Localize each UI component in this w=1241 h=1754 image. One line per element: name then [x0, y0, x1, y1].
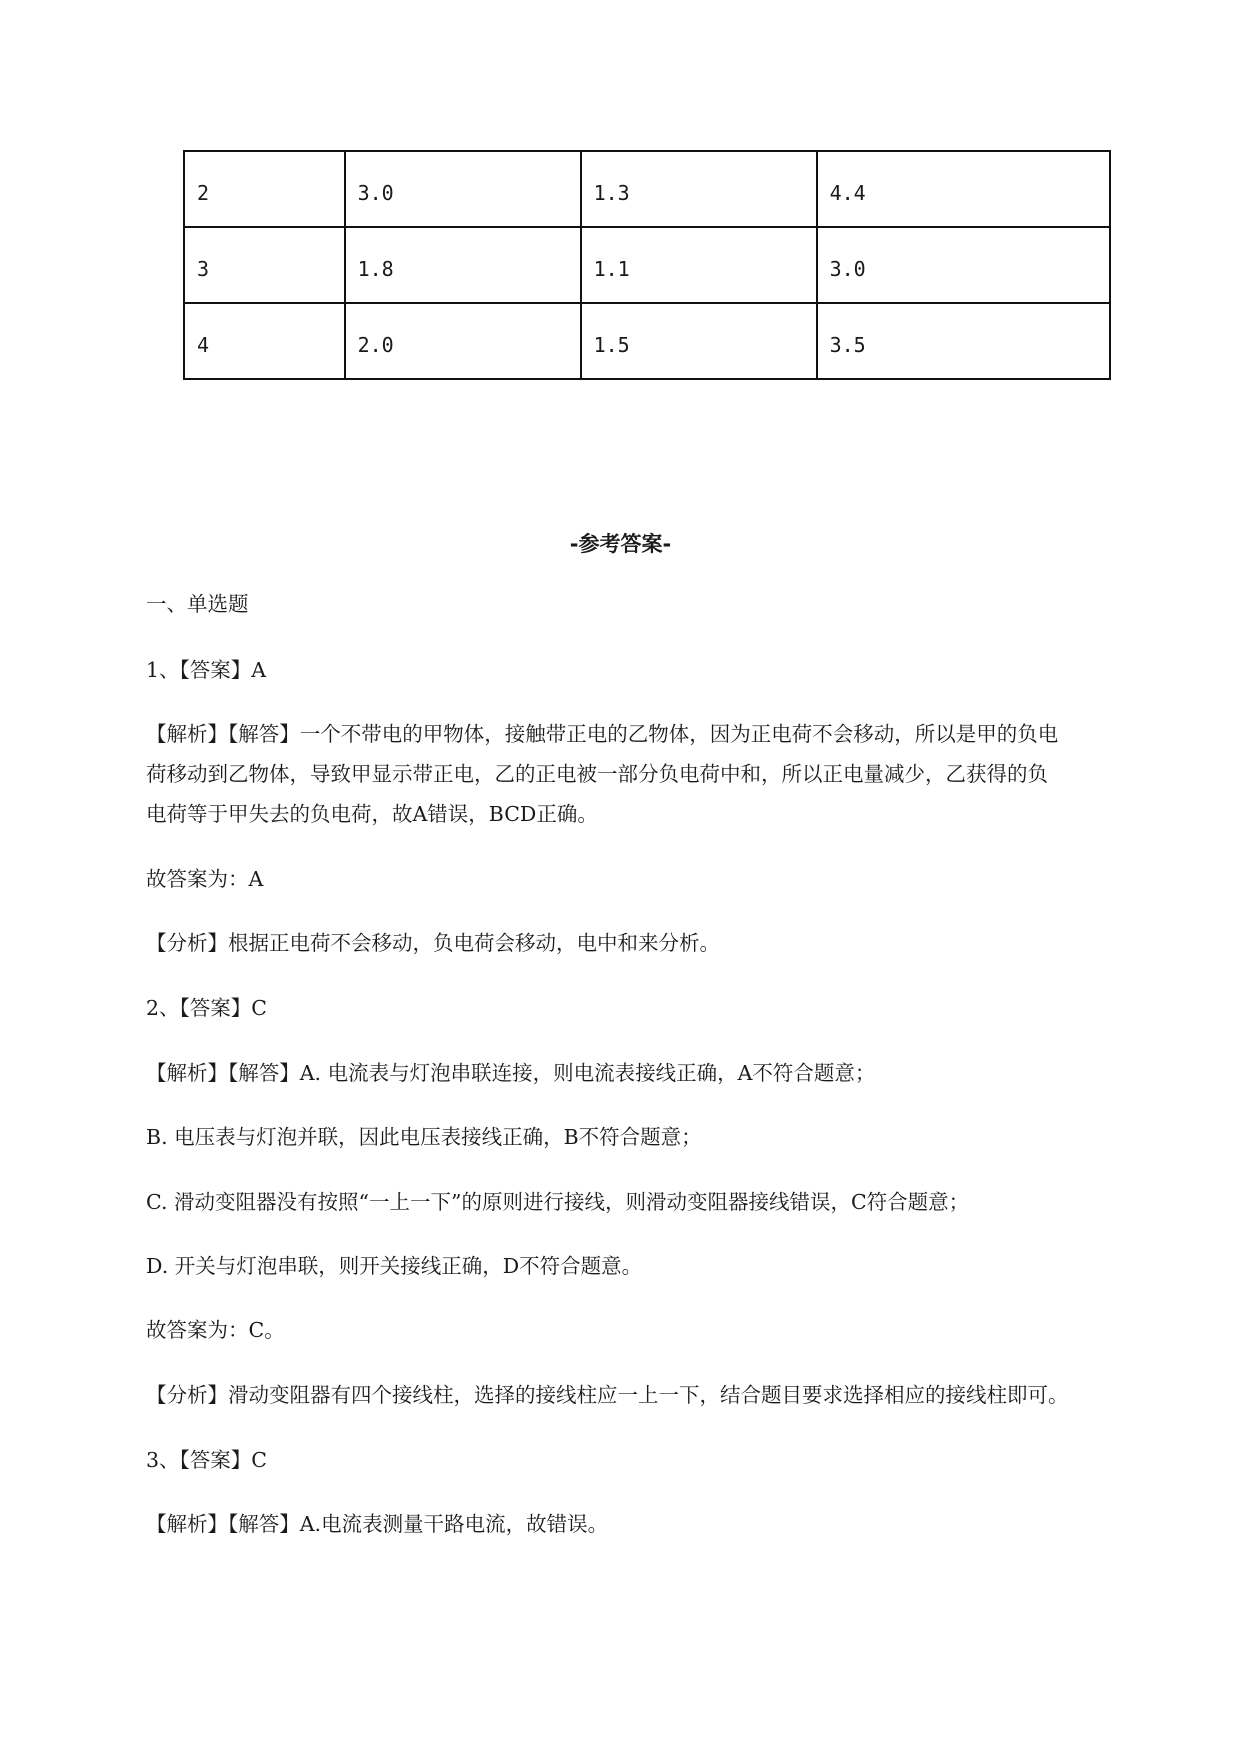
data-table — [183, 150, 1111, 380]
q2-note: 【分析】滑动变阻器有四个接线柱，选择的接线柱应一上一下，结合题目要求选择相应的接线柱即可。 — [146, 1383, 1069, 1407]
table-row — [184, 227, 1110, 303]
table-cell: 1.8 — [345, 227, 581, 303]
q1-analysis-line-2: 荷移动到乙物体，导致甲显示带正电，乙的正电被一部分负电荷中和，所以正电量减少，乙获得的负 — [146, 762, 1048, 786]
table-cell: 1.3 — [581, 151, 817, 227]
table-cell: 3.0 — [345, 151, 581, 227]
q3-analysis: 【解析】【解答】A.电流表测量干路电流，故错误。 — [146, 1512, 609, 1536]
section-title: -参考答案- — [569, 532, 672, 556]
q1-conclusion: 故答案为：A — [146, 867, 264, 891]
table-row — [184, 151, 1110, 227]
q1-note: 【分析】根据正电荷不会移动，负电荷会移动，电中和来分析。 — [146, 931, 720, 955]
q1-answer: 1、【答案】A — [146, 658, 267, 682]
section-heading: 一、单选题 — [146, 592, 249, 616]
table-cell: 2.0 — [345, 303, 581, 379]
q1-analysis-line-3: 电荷等于甲失去的负电荷，故A错误，BCD正确。 — [146, 802, 598, 826]
q2-analysis-c: C. 滑动变阻器没有按照“一上一下”的原则进行接线，则滑动变阻器接线错误，C符合题意； — [146, 1190, 970, 1214]
table-cell: 4 — [184, 303, 345, 379]
table-row — [184, 303, 1110, 379]
q1-analysis-line-1: 【解析】【解答】一个不带电的甲物体，接触带正电的乙物体，因为正电荷不会移动，所以是甲的负电 — [146, 722, 1059, 746]
q2-analysis-b: B. 电压表与灯泡并联，因此电压表接线正确，B不符合题意； — [146, 1125, 702, 1149]
table-cell: 2 — [184, 151, 345, 227]
table-cell: 3.5 — [817, 303, 1110, 379]
table-cell: 4.4 — [817, 151, 1110, 227]
q2-analysis-d: D. 开关与灯泡串联，则开关接线正确，D不符合题意。 — [146, 1254, 643, 1278]
table-cell: 1.5 — [581, 303, 817, 379]
table-cell: 3 — [184, 227, 345, 303]
q3-answer: 3、【答案】C — [146, 1448, 267, 1472]
q2-conclusion: 故答案为：C。 — [146, 1318, 285, 1342]
table-cell: 1.1 — [581, 227, 817, 303]
table-cell: 3.0 — [817, 227, 1110, 303]
q2-analysis-a: 【解析】【解答】A. 电流表与灯泡串联连接，则电流表接线正确，A不符合题意； — [146, 1061, 876, 1085]
q2-answer: 2、【答案】C — [146, 996, 267, 1020]
